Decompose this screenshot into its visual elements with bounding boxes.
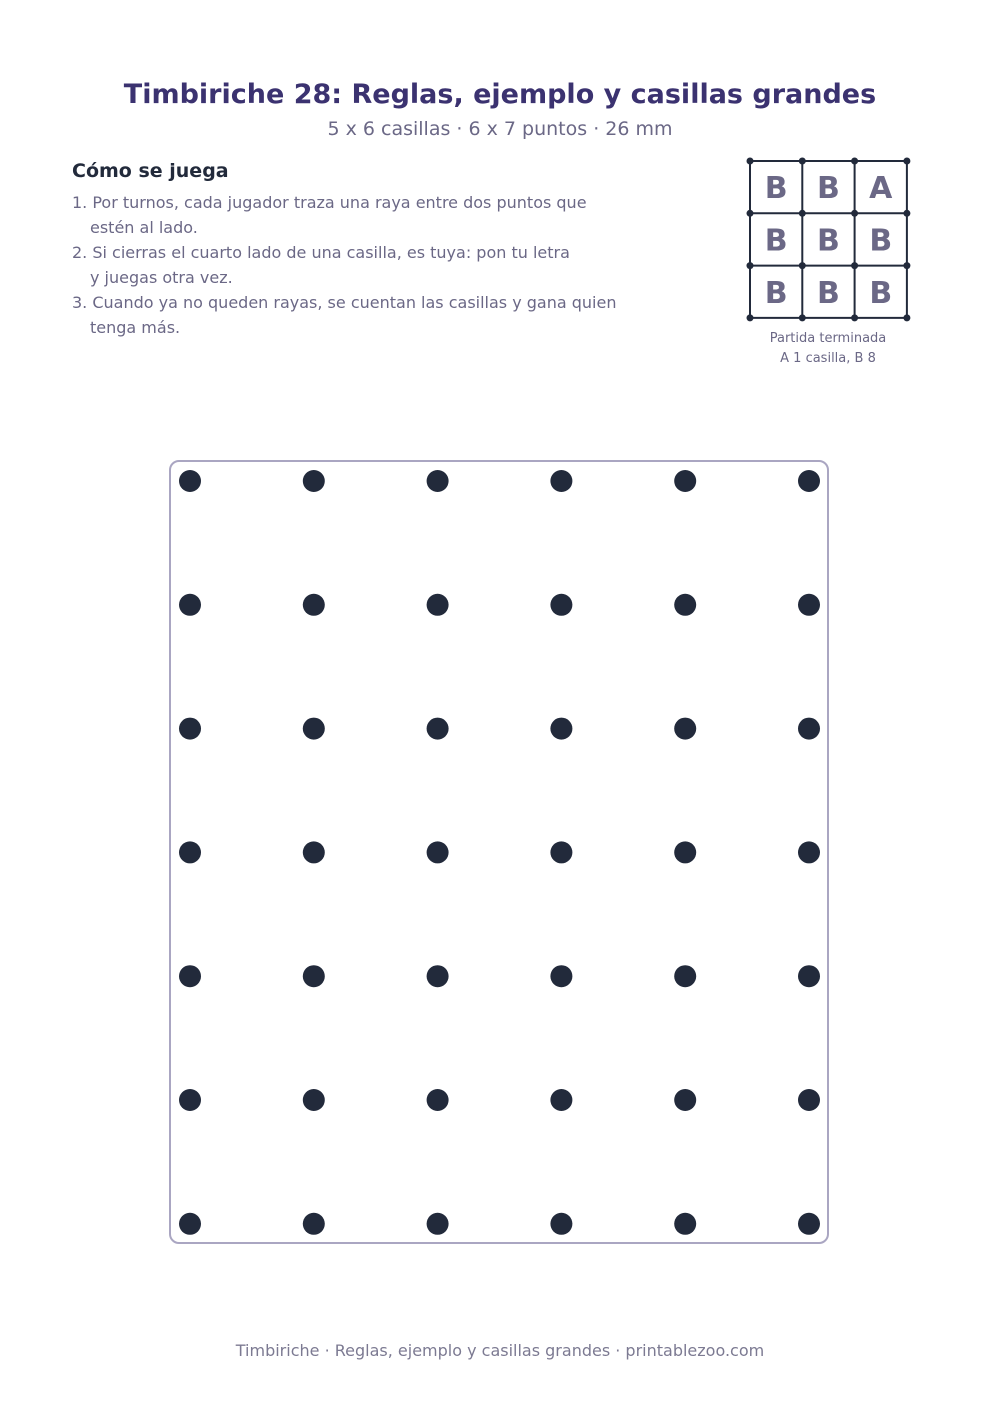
board-dot[interactable] bbox=[427, 1213, 449, 1235]
example-caption-title: Partida terminada bbox=[769, 331, 887, 346]
example-dot bbox=[747, 210, 754, 217]
board-dot[interactable] bbox=[179, 470, 201, 492]
board-dot[interactable] bbox=[798, 470, 820, 492]
example-dot bbox=[851, 314, 858, 321]
example-dot bbox=[799, 262, 806, 269]
example-dot bbox=[851, 210, 858, 217]
rule-item bbox=[72, 190, 692, 240]
board-dot[interactable] bbox=[179, 1089, 201, 1111]
board-dot[interactable] bbox=[427, 594, 449, 616]
footer: Timbiriche · Reglas, ejemplo y casillas grandes · printablezoo.com bbox=[235, 1341, 765, 1360]
example-cell-letter: B bbox=[764, 223, 788, 259]
board-dot[interactable] bbox=[674, 718, 696, 740]
example-dot bbox=[799, 210, 806, 217]
board-dot[interactable] bbox=[303, 718, 325, 740]
board-dot[interactable] bbox=[303, 1213, 325, 1235]
example-caption bbox=[738, 329, 918, 369]
example-dot bbox=[903, 314, 910, 321]
board-dot[interactable] bbox=[303, 965, 325, 987]
rule-text-continuation: estén al lado. bbox=[90, 218, 198, 237]
example-cell-letter: A bbox=[869, 171, 893, 207]
board-dot[interactable] bbox=[550, 718, 572, 740]
board-dot[interactable] bbox=[798, 841, 820, 863]
board-dot[interactable] bbox=[674, 594, 696, 616]
example-dot bbox=[747, 158, 754, 165]
board-dot[interactable] bbox=[303, 594, 325, 616]
example-dot bbox=[851, 262, 858, 269]
board-dot[interactable] bbox=[798, 1089, 820, 1111]
board-dot[interactable] bbox=[674, 1213, 696, 1235]
example-cell-letter: B bbox=[764, 171, 788, 207]
example-dot bbox=[747, 314, 754, 321]
example-cell-letter: B bbox=[869, 275, 893, 311]
example-board bbox=[746, 157, 912, 323]
board-dot[interactable] bbox=[303, 1089, 325, 1111]
board-dot[interactable] bbox=[427, 841, 449, 863]
board-dot[interactable] bbox=[179, 594, 201, 616]
board-dot[interactable] bbox=[179, 841, 201, 863]
board-dot[interactable] bbox=[550, 965, 572, 987]
example-dot bbox=[799, 314, 806, 321]
rule-text-continuation: tenga más. bbox=[90, 318, 181, 337]
example-dot bbox=[747, 262, 754, 269]
rules-list bbox=[72, 190, 692, 340]
example-dot bbox=[799, 158, 806, 165]
page-subtitle: 5 x 6 casillas · 6 x 7 puntos · 26 mm bbox=[327, 118, 673, 140]
rule-item bbox=[72, 290, 692, 340]
example-cell-letter: B bbox=[869, 223, 893, 259]
example-cell-letter: B bbox=[817, 171, 840, 207]
board-dot[interactable] bbox=[674, 841, 696, 863]
board-dot[interactable] bbox=[674, 965, 696, 987]
board-dot[interactable] bbox=[550, 1089, 572, 1111]
board-dot[interactable] bbox=[179, 965, 201, 987]
board-dot[interactable] bbox=[427, 470, 449, 492]
board-dot[interactable] bbox=[179, 1213, 201, 1235]
board-dot[interactable] bbox=[798, 594, 820, 616]
rule-text: 3. Cuando ya no queden rayas, se cuentan las casillas y gana quien bbox=[72, 293, 617, 312]
board-dot[interactable] bbox=[550, 470, 572, 492]
example-caption-score: A 1 casilla, B 8 bbox=[780, 351, 876, 366]
board-dot[interactable] bbox=[798, 1213, 820, 1235]
board-dot[interactable] bbox=[550, 841, 572, 863]
rule-text-continuation: y juegas otra vez. bbox=[90, 268, 233, 287]
rule-text: 2. Si cierras el cuarto lado de una casilla, es tuya: pon tu letra bbox=[72, 243, 570, 262]
board-dot[interactable] bbox=[427, 718, 449, 740]
dot-grid[interactable] bbox=[171, 462, 827, 1242]
board-dot[interactable] bbox=[303, 470, 325, 492]
rules-heading: Cómo se juega bbox=[72, 160, 229, 182]
example-dot bbox=[903, 210, 910, 217]
board-dot[interactable] bbox=[798, 965, 820, 987]
example-cell-letter: B bbox=[817, 223, 840, 259]
board-dot[interactable] bbox=[427, 1089, 449, 1111]
example-dot bbox=[903, 262, 910, 269]
game-board[interactable] bbox=[169, 460, 829, 1244]
board-dot[interactable] bbox=[674, 470, 696, 492]
example-dot bbox=[851, 158, 858, 165]
example-cell-letter: B bbox=[817, 275, 840, 311]
board-dot[interactable] bbox=[550, 1213, 572, 1235]
board-dot[interactable] bbox=[798, 718, 820, 740]
rule-text: 1. Por turnos, cada jugador traza una raya entre dos puntos que bbox=[72, 193, 587, 212]
page-title: Timbiriche 28: Reglas, ejemplo y casillas grandes bbox=[123, 79, 877, 110]
board-dot[interactable] bbox=[179, 718, 201, 740]
board-dot[interactable] bbox=[550, 594, 572, 616]
rule-item bbox=[72, 240, 692, 290]
board-dot[interactable] bbox=[674, 1089, 696, 1111]
board-dot[interactable] bbox=[303, 841, 325, 863]
board-dot[interactable] bbox=[427, 965, 449, 987]
example-cell-letter: B bbox=[764, 275, 788, 311]
example-dot bbox=[903, 158, 910, 165]
